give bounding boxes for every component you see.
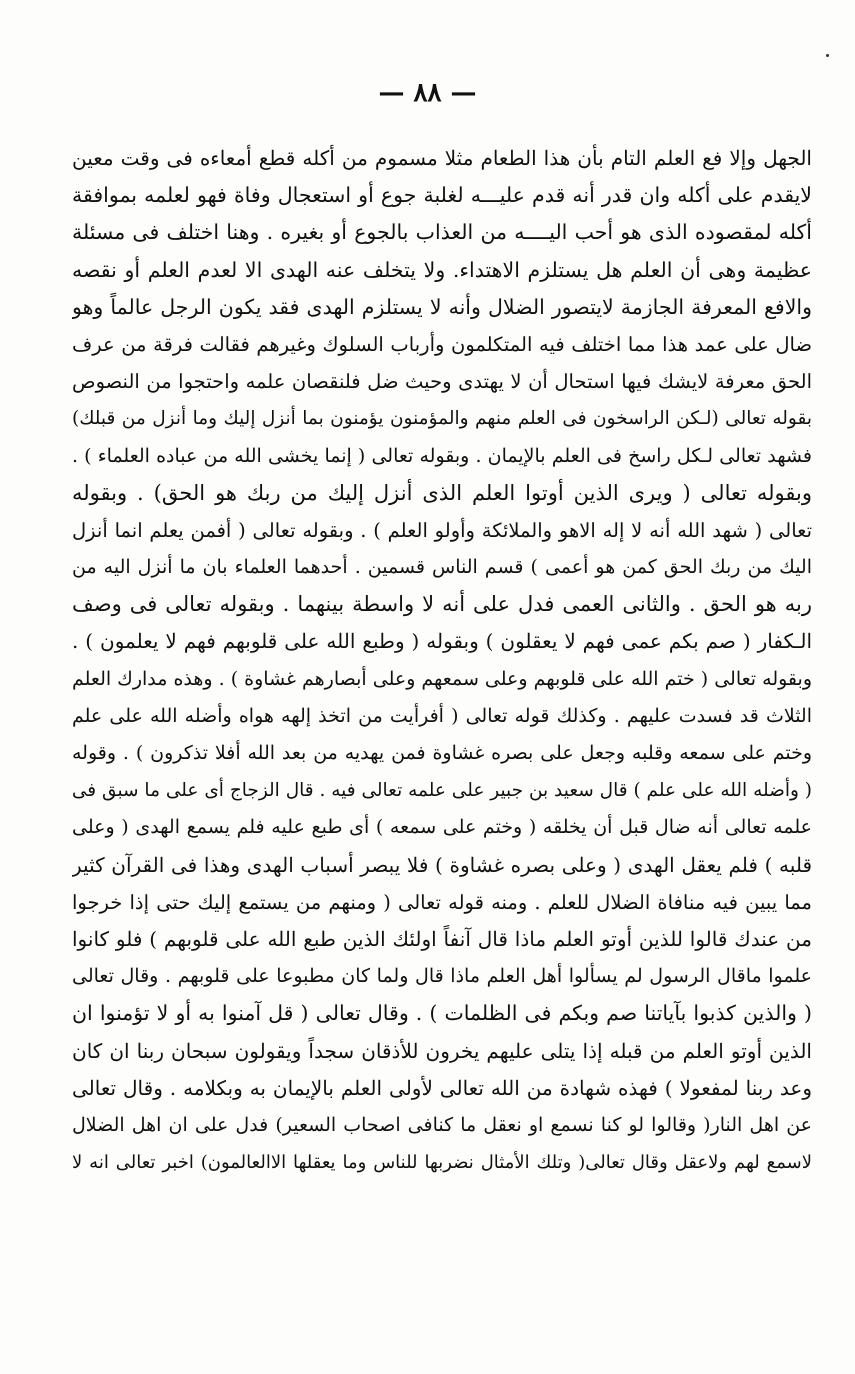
text-line: ( وأضله الله على علم ) قال سعيد بن جبير على علمه تعالى فيه . قال الزجاج أى على ما سبق فى: [72, 780, 812, 802]
text-line: لاسمع لهم ولاعقل وقال تعالى( وتلك الأمثال نضربها للناس وما يعقلها الاالعالمون) اخبر تعالى انه لا: [72, 1152, 812, 1174]
page-number: — ٨٨ —: [378, 78, 477, 108]
text-line: اليك من ربك الحق كمن هو أعمى ) قسم الناس قسمين . أحدهما العلماء بان ما أنزل اليه من: [72, 556, 812, 579]
text-line: ( والذين كذبوا بآياتنا صم وبكم فى الظلمات ) . وقال تعالى ( قل آمنوا به أو لا تؤمنوا ان: [72, 1001, 812, 1026]
text-line: لايقدم على أكله وان قدر أنه قدم عليـــه لغلبة جوع أو استعجال وفاة فهو لعلمه بموافقة: [72, 183, 812, 208]
text-line: الجهل وإلا فع العلم التام بأن هذا الطعام مثلا مسموم من أكله قطع أمعاءه فى وقت معين: [72, 146, 812, 170]
text-line: وبقوله تعالى ( ويرى الذين أوتوا العلم الذى أنزل إليك من ربك هو الحق) . وبقوله: [72, 480, 812, 505]
text-line: بقوله تعالى (لـكن الراسخون فى العلم منهم والمؤمنون يؤمنون بما أنزل إليك وما أنزل من قبلك): [72, 408, 812, 430]
text-line: وختم على سمعه وقلبه وجعل على بصره غشاوة فمن يهديه من بعد الله أفلا تذكرون ) . وقوله: [72, 742, 812, 764]
text-line: عن اهل النار( وقالوا لو كنا نسمع او نعقل ما كنافى اصحاب السعير) فدل على ان اهل الضلال: [72, 1113, 812, 1136]
text-line: وعد ربنا لمفعولا ) فهذه شهادة من الله تعالى لأولى العلم بالإيمان به وبكلامه . وقال تعالى: [72, 1075, 812, 1100]
text-line: أكله لمقصوده الذى هو أحب اليــــه من العذاب بالجوع أو بغيره . وهنا اختلف فى مسئلة: [72, 220, 812, 245]
body-text: [72, 140, 812, 1181]
text-line: تعالى ( شهد الله أنه لا إله الاهو والملائكة وأولو العلم ) . وبقوله تعالى ( أفمن يعلم انما أنزل: [72, 518, 812, 542]
text-line: مما يبين فيه منافاة الضلال للعلم . ومنه قوله تعالى ( ومنهم من يستمع إليك حتى إذا خرجوا: [72, 890, 812, 914]
text-line: الثلاث قد فسدت عليهم . وكذلك قوله تعالى ( أفرأيت من اتخذ إلهه هواه وأضله الله على علم: [72, 704, 812, 727]
scan-speck: [826, 54, 829, 57]
text-line: علمه تعالى أنه ضال قبل أن يخلقه ( وختم على سمعه ) أى طبع عليه فلم يسمع الهدى ( وعلى: [72, 816, 812, 839]
text-line: من عندك قالوا للذين أوتو العلم ماذا قال آنفاً اولئك الذين طبع الله على قلوبهم ) فلو كانوا: [72, 926, 812, 951]
text-line: عظيمة وهى أن العلم هل يستلزم الاهتداء. ولا يتخلف عنه الهدى الا لعدم العلم أو نقصه: [72, 257, 812, 282]
text-line: والافع المعرفة الجازمة لايتصور الضلال وأنه لا يستلزم الهدى فقد يكون الرجل عالماً وهو: [72, 294, 812, 319]
text-line: علموا ماقال الرسول لم يسألوا أهل العلم ماذا قال ولما كان مطبوعا على قلوبهم . وقال تعالى: [72, 965, 812, 988]
text-line: ضال على عمد هذا مما اختلف فيه المتكلمون وأرباب السلوك وغيرهم فقالت فرقة من عرف: [72, 332, 812, 356]
text-line: الحق معرفة لايشك فيها استحال أن لا يهتدى وحيث ضل فلنقصان علمه واحتجوا من النصوص: [72, 370, 812, 394]
text-line: وبقوله تعالى ( ختم الله على قلوبهم وعلى سمعهم وعلى أبصارهم غشاوة ) . وهذه مدارك العلم: [72, 667, 812, 690]
text-line: فشهد تعالى لـكل راسخ فى العلم بالإيمان . وبقوله تعالى ( إنما يخشى الله من عباده العلماء ) .: [72, 444, 812, 467]
text-line: الذين أوتو العلم من قبله إذا يتلى عليهم يخرون للأذقان سجداً ويقولون سبحان ربنا ان كان: [72, 1038, 812, 1063]
text-line: ربه هو الحق . والثانى العمى فدل على أنه لا واسطة بينهما . وبقوله تعالى فى وصف: [72, 592, 812, 617]
text-line: الـكفار ( صم بكم عمى فهم لا يعقلون ) وبقوله ( وطبع الله على قلوبهم فهم لا يعلمون ) .: [72, 629, 812, 654]
text-line: قلبه ) فلم يعقل الهدى ( وعلى بصره غشاوة ) فلا يبصر أسباب الهدى وهذا فى القرآن كثير: [72, 852, 812, 877]
